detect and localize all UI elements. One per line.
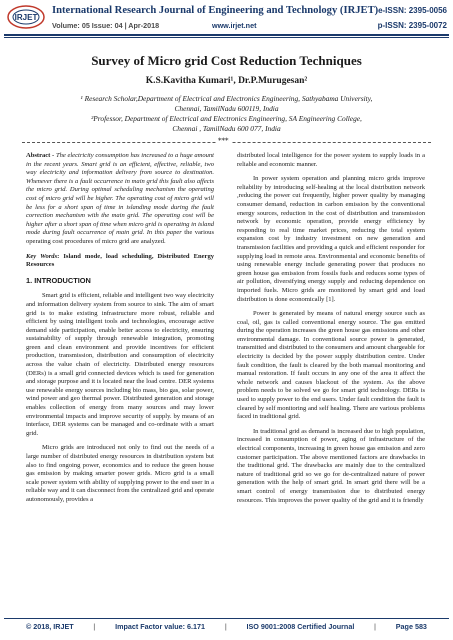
abstract-body: The electricity consumption has increased to a huge amount in the recent years. Smart grid is an efficient, effective, reliable, two way electricity and information delivery from source to destination. Whenever there is a fault occurrence in main grid this fault also affects the micro grid. During optimal scheduling mechanism the operating cost of micro grid will be higher. The operating cost of micro grid will be less for a short span of time in islanding mode during the fault correction mechanism with the main grid. The operating cost will be higher after a short span of time when micro grid is operating in island mode during fault occurrence of main grid. In this paper [26,152,214,237]
separator-mark: *** [218,137,229,145]
eissn: e-ISSN: 2395-0056 [378,6,447,15]
affiliation-1-line-2: Chennai, TamilNadu 600119, India [174,104,279,113]
irjet-logo [6,4,46,32]
paragraph-traditional-grid: In traditional grid as demand is increased due to high population, increased in consumption of power, aging of infrastructure of the electrical components, increasing in green house gas emission and zero customer participation. The above mentioned factors are drawbacks in the traditional grid. The drawbacks are mainly due to the centralized nature of traditional grid so we go for de-centralized nature of power generation with the help of smart grid. In smart grid there will be a smart control of energy transmission due to distributed energy resources. This improves the power quality of the grid and it is friendly [237,427,425,504]
journal-website-link[interactable]: www.irjet.net [212,21,257,30]
paragraph-operation-planning: In power system operation and planning micro grids improve reliability by introducing self-healing at the local distribution network ,reducing the power cut frequently, higher power quality by managing consumer demand, reduction in carbon emission by the conventional energy sources, reduction in the cost of distribution and transmission network by economic operation, provide energy efficiency by responding to real time market prices, reducing the total system expansion cost by industry investment on new generation and transmission facilities and providing a quick and efficient responder for supplying load in remote area. Environmental and economic benefits of using renewable energy include generating power that produces no green house gas emission from fossils fuels and reduces some types of air pollution, diversifying energy supply and reducing dependence on imported fuels. Micro grids are monitored by smart grid and load distribution is done economically [1]. [237,175,425,303]
affiliation-1-line-1: ¹ Research Scholar,Department of Electrical and Electronics Engineering, Sathyabama University, [80,94,373,103]
pissn: p-ISSN: 2395-0072 [377,21,447,30]
volume-issue: Volume: 05 Issue: 04 | Apr-2018 [52,21,160,30]
paragraph-continued: distributed local intelligence for the power system to supply loads in a reliable and economic manner. [237,152,425,168]
journal-header [0,0,453,42]
footer-impact-factor: Impact Factor value: 6.171 [115,622,205,631]
abstract-tail: the various operating cost procedures of micro grid are analyzed. [26,229,214,245]
left-column [26,152,214,511]
abstract-heading: Abstract - [26,152,55,159]
affiliation-2-line-2: Chennai , TamilNadu 600 077, India [172,124,281,133]
paper-authors: K.S.Kavitha Kumari¹, Dr.P.Murugesan² [145,76,308,86]
footer-divider: | [93,622,96,631]
intro-paragraph-1: Smart grid is efficient, reliable and intelligent two way electricity and information delivery system from source to sink. The aim of smart grid is to make existing infrastructure more robust, reliable and efficient by using intelligent tools and technologies, encourage active demand side participation, enable better access to electricity, ensuring sustainability of supply through renewable integration, promoting green and clean environment and provide incentives for efficient production, transmission, distribution and consumption of electricity across the value chain of electricity. Distributed energy resources (DERs) is a small grid connected devices which is used for generation and storage purpose and it is located near the load centre. DER systems use renewable energy sources including bio mass, bio gas, solar power, wind power and geo thermal power. Distributed generation and storage enables collection of energy from many sources and may lower environmental impacts and improve security of supply. by means of an interface, DER systems can be managed and co-ordinate with a smart grid. [26,292,214,437]
journal-footer [0,622,453,634]
journal-name: International Research Journal of Engineering and Technology (IRJET) [52,5,379,16]
footer-copyright: © 2018, IRJET [26,622,74,631]
section-heading-introduction: 1. INTRODUCTION [26,275,91,285]
footer-divider: | [224,622,227,631]
abstract [26,152,214,247]
affiliation-2-line-1: ²Professor, Department of Electrical and Electronics Engineering, SA Engineering College, [91,114,362,123]
footer-iso: ISO 9001:2008 Certified Journal [246,622,355,631]
footer-page-number: Page 583 [395,622,427,631]
header-rule [4,34,449,36]
header-rule-thin [4,37,449,38]
paragraph-conventional-power: Power is generated by means of natural energy source such as coal, oil, gas is called conventional energy source. The gas emitted during the operation increases the green house gas emissions and other environmental damage. In conventional source power is generated, transmitted and distributed to the consumers and amount chargeable for electricity is decided by the power supply distribution centre. Under fault condition, the fault is cleared by the both manual monitoring and manual restoration. If fault occurs in any one of the area it affect the whole network and causes blackout of the system. As the above problem needs to be solved we go for smart grid technology. DERs is used to supply power to the end users. Under fault condition the fault is cleared by self monitoring and self healing. There are various problems faced in traditional grid. [237,310,425,421]
keywords-heading: Key Words [26,252,58,260]
right-column [237,152,425,511]
paper-title: Survey of Micro grid Cost Reduction Techniques [91,53,362,68]
svg-text:IRJET: IRJET [14,13,38,22]
intro-paragraph-2: Micro grids are introduced not only to find out the needs of a large number of distributed energy resources in distribution system but also to find ongoing power, economics and to reduce the green house gas emission by making smarter power grids. Micro grid is a small scale power system with ability of supplying power to the end user in a reliable way and it can disconnect from the centralized grid and operate autonomously, provides a [26,444,214,503]
footer-rule [4,618,449,619]
keywords [26,253,214,270]
footer-divider: | [374,622,377,631]
keywords-body: : Island mode, load scheduling, Distributed Energy Resources [26,252,214,269]
